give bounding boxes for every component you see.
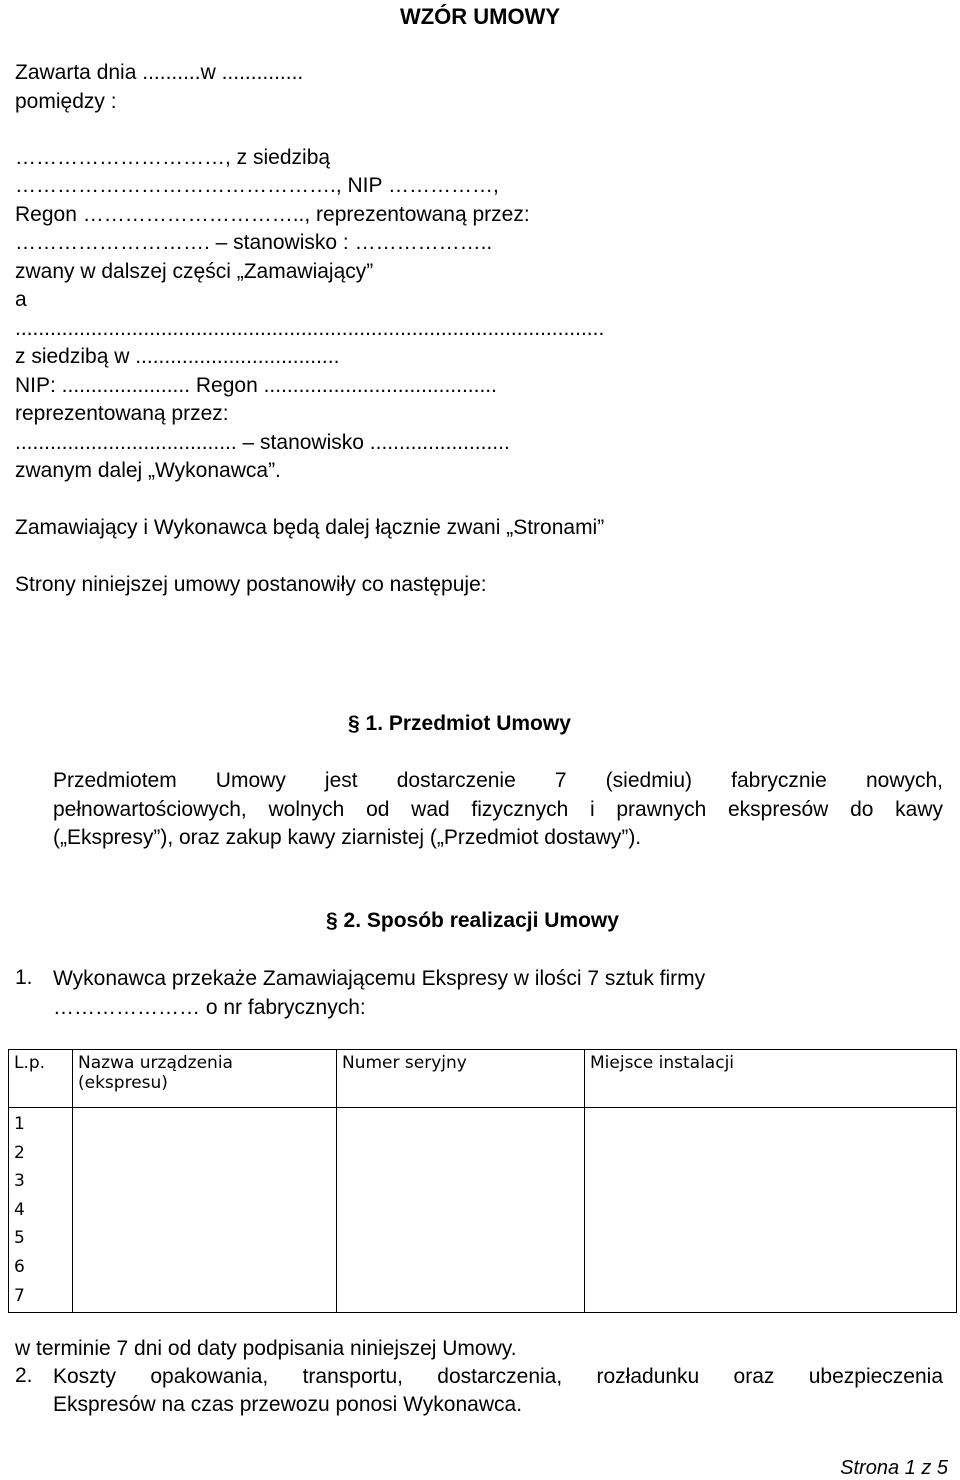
section-1-line: pełnowartościowych, wolnych od wad fizycznych i prawnych ekspresów do kawy [53, 798, 943, 821]
row-number: 1 [14, 1114, 25, 1134]
agreement-sentence: Strony niniejszej umowy postanowiły co następuje: [15, 573, 487, 596]
contractor-nip-regon-line: NIP: ...................... Regon ........................................ [15, 374, 497, 397]
page-number: Strona 1 z 5 [840, 1457, 948, 1479]
contractor-alias-line: zwanym dalej „Wykonawca”. [15, 459, 281, 482]
section-1-heading-text: 1. Przedmiot Umowy [365, 712, 571, 735]
parties-sentence: Zamawiający i Wykonawca będą dalej łącznie zwani „Stronami” [15, 516, 605, 539]
serial-number-cell [337, 1108, 585, 1313]
section-2-heading: § 2. Sposób realizacji Umowy [326, 909, 619, 932]
document-title: WZÓR UMOWY [399, 4, 561, 29]
item-2-number: 2. [15, 1364, 33, 1387]
row-number: 5 [14, 1228, 25, 1249]
row-number: 2 [14, 1142, 25, 1163]
row-number: 7 [14, 1285, 25, 1306]
deadline-line: w terminie 7 dni od daty podpisania niniejszej Umowy. [15, 1337, 517, 1360]
contractor-represented-line: reprezentowaną przez: [15, 402, 229, 425]
table-header-row [9, 1050, 957, 1108]
contractor-seat-line: z siedzibą w ................................... [15, 345, 340, 368]
column-header-serial-number: Numer seryjny [337, 1050, 585, 1108]
client-position-line: ………………………. – stanowisko : ……………….. [15, 231, 493, 254]
row-number: 6 [14, 1256, 25, 1277]
item-1-line: ………………… o nr fabrycznych: [53, 996, 366, 1019]
client-alias-line: zwany w dalszej części „Zamawiający” [15, 260, 374, 283]
section-2-heading-text: 2. Sposób realizacji Umowy [343, 909, 619, 932]
between-label: pomiędzy : [15, 90, 117, 113]
row-number: 3 [14, 1171, 25, 1192]
client-name-line: …………………………, z siedzibą [15, 146, 331, 169]
section-1-line: Przedmiotem Umowy jest dostarczenie 7 (siedmiu) fabrycznie nowych, [53, 769, 943, 792]
contractor-position-line: ...................................... – stanowisko ........................ [15, 431, 510, 454]
section-1-heading: § 1. Przedmiot Umowy [348, 712, 571, 735]
row-numbers-cell [9, 1108, 73, 1313]
client-regon-line: Regon ………………………….., reprezentowaną przez: [15, 203, 530, 226]
item-2-line: Koszty opakowania, transportu, dostarczenia, rozładunku oraz ubezpieczenia [53, 1365, 943, 1388]
and-label: a [15, 288, 27, 311]
row-number: 4 [14, 1199, 25, 1220]
item-1-line: Wykonawca przekaże Zamawiającemu Ekspresy w ilości 7 sztuk firmy [53, 967, 706, 990]
column-header-installation-place: Miejsce instalacji [585, 1050, 957, 1108]
devices-table [8, 1049, 957, 1313]
client-nip-line: ………………………………………., NIP ……………, [15, 174, 499, 197]
column-header-device-name: Nazwa urządzenia (ekspresu) [73, 1050, 337, 1108]
device-name-cell [73, 1108, 337, 1313]
item-2-line: Ekspresów na czas przewozu ponosi Wykonawca. [53, 1393, 523, 1416]
table-body-row [9, 1108, 957, 1313]
contractor-name-line: ..................................................................................................... [15, 317, 605, 340]
item-1-number: 1. [15, 966, 33, 989]
installation-place-cell [585, 1108, 957, 1313]
contract-date-line: Zawarta dnia ..........w .............. [15, 61, 304, 84]
column-header-lp: L.p. [9, 1050, 73, 1108]
section-1-line: („Ekspresy”), oraz zakup kawy ziarnistej („Przedmiot dostawy”). [53, 826, 642, 849]
